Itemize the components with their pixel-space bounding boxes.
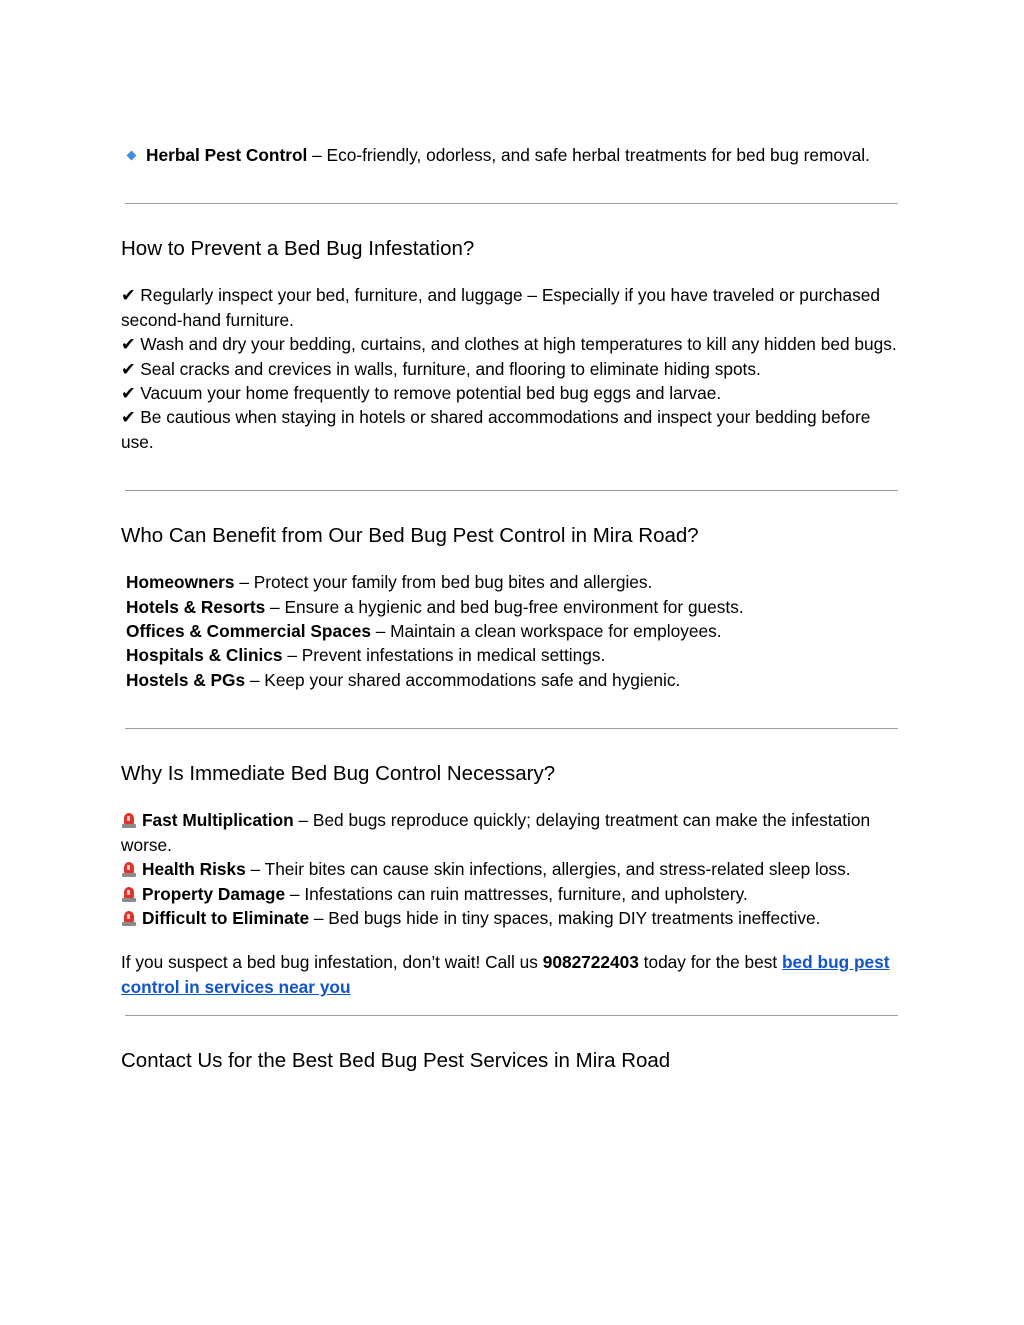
benefit-list [121, 570, 906, 692]
benefit-item-title: Homeowners [126, 572, 235, 593]
why-item-title: Health Risks [142, 859, 246, 880]
prevent-list [121, 283, 906, 454]
benefit-item-text: – Protect your family from bed bug bites and allergies. [234, 572, 653, 593]
benefit-item-title: Hostels & PGs [126, 669, 246, 690]
intro-title: Herbal Pest Control [146, 145, 308, 165]
benefit-item-title: Offices & Commercial Spaces [126, 621, 371, 642]
prevent-item: ✔ Seal cracks and crevices in walls, furniture, and flooring to eliminate hiding spots. [121, 358, 761, 379]
why-item-text: – Bed bugs reproduce quickly; delaying treatment can make the infestation worse. [121, 810, 871, 855]
prevent-item: ✔ Regularly inspect your bed, furniture, and luggage – Especially if you have traveled or purchased second-hand furniture. [121, 285, 880, 330]
why-item-text: – Infestations can ruin mattresses, furniture, and upholstery. [285, 883, 748, 904]
why-item-title: Difficult to Eliminate [142, 907, 310, 928]
benefit-item [126, 570, 906, 594]
benefit-item-text: – Ensure a hygienic and bed bug-free environment for guests. [265, 596, 744, 617]
why-item-title: Property Damage [142, 883, 286, 904]
benefit-item [126, 619, 906, 643]
cta-text-before: If you suspect a bed bug infestation, don’t wait! Call us [121, 952, 543, 973]
cta-paragraph [121, 950, 906, 999]
prevent-item: ✔ Be cautious when staying in hotels or shared accommodations and inspect your bedding before use. [121, 407, 871, 452]
contact-heading: Contact Us for the Best Bed Bug Pest Services in Mira Road [121, 1049, 671, 1073]
siren-icon [121, 811, 137, 828]
cta-phone: 9082722403 [542, 952, 639, 973]
why-item-title: Fast Multiplication [142, 810, 294, 831]
cta-text-middle: today for the best [638, 952, 782, 973]
why-item [121, 857, 906, 881]
why-item [121, 906, 906, 930]
pest-control-link[interactable]: bed bug pest control in services near you [121, 952, 890, 997]
intro-paragraph [121, 143, 906, 167]
intro-text: – Eco-friendly, odorless, and safe herbal treatments for bed bug removal. [307, 145, 870, 165]
why-heading: Why Is Immediate Bed Bug Control Necessary? [121, 762, 556, 786]
why-item-text: – Their bites can cause skin infections, allergies, and stress-related sleep loss. [245, 859, 851, 880]
small-blue-diamond-icon [127, 150, 137, 160]
benefit-item [126, 668, 906, 692]
benefit-item-text: – Keep your shared accommodations safe and hygienic. [245, 669, 681, 690]
benefit-heading: Who Can Benefit from Our Bed Bug Pest Control in Mira Road? [121, 524, 699, 548]
benefit-item [126, 595, 906, 619]
siren-icon [121, 860, 137, 877]
benefit-item-text: – Prevent infestations in medical settings. [282, 645, 606, 666]
benefit-item [126, 643, 906, 667]
prevent-item: ✔ Wash and dry your bedding, curtains, and clothes at high temperatures to kill any hidden bed bugs. [121, 334, 897, 355]
why-list [121, 808, 906, 930]
why-item [121, 882, 906, 906]
siren-icon [121, 909, 137, 926]
document-page [121, 143, 906, 1075]
prevent-item: ✔ Vacuum your home frequently to remove potential bed bug eggs and larvae. [121, 383, 722, 404]
siren-icon [121, 885, 137, 902]
prevent-heading: How to Prevent a Bed Bug Infestation? [121, 237, 475, 261]
why-item-text: – Bed bugs hide in tiny spaces, making DIY treatments ineffective. [309, 907, 821, 928]
benefit-item-text: – Maintain a clean workspace for employees. [370, 621, 722, 642]
benefit-item-title: Hotels & Resorts [126, 596, 266, 617]
benefit-item-title: Hospitals & Clinics [126, 645, 283, 666]
why-item [121, 808, 906, 857]
